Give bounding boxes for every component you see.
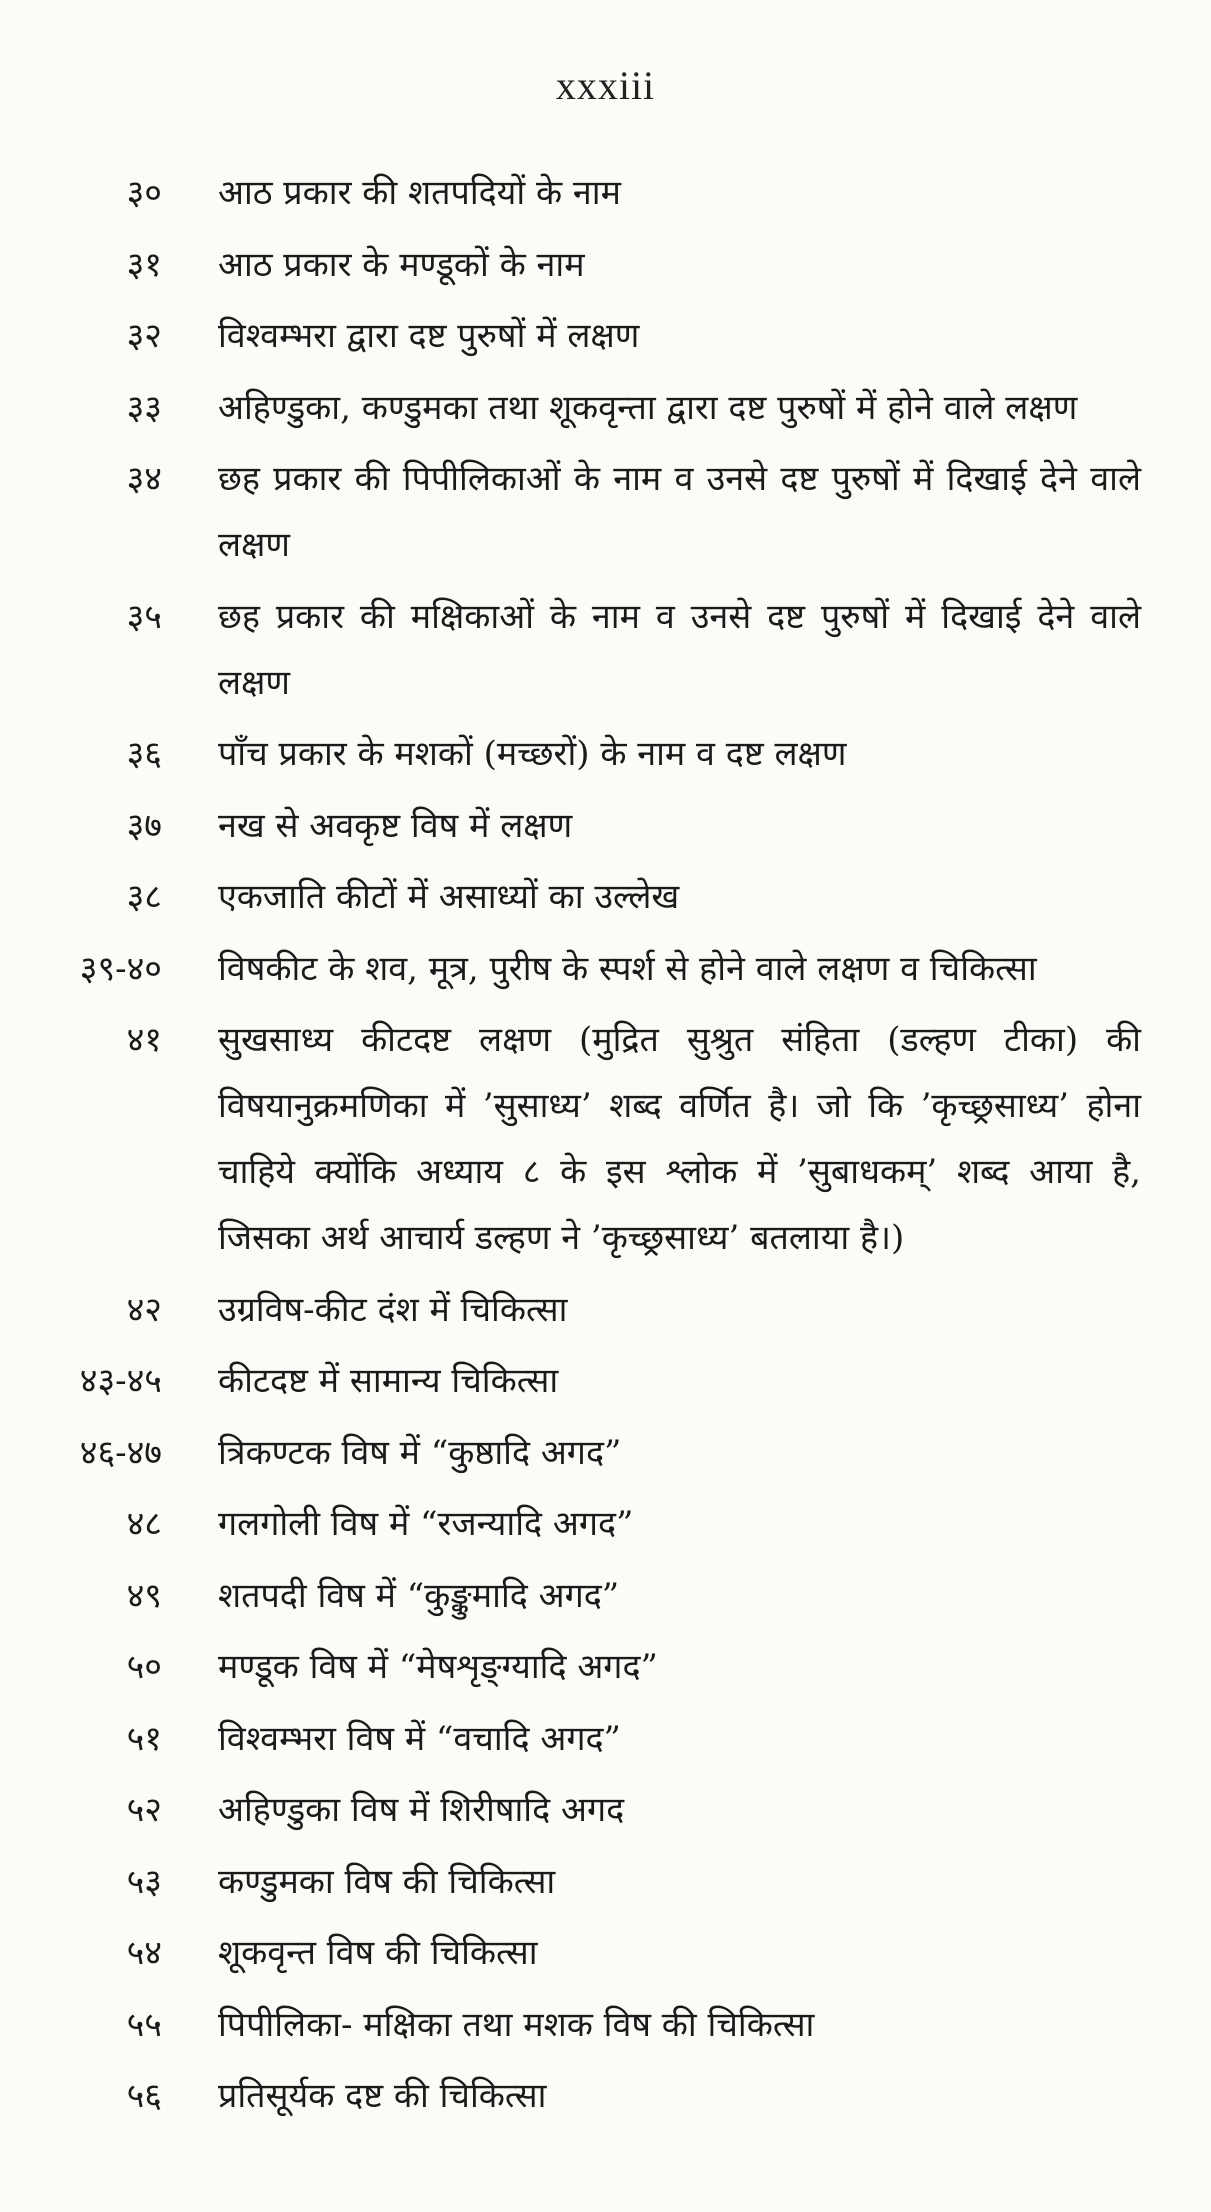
contents-entry: [0, 1920, 1211, 1986]
entry-title: आठ प्रकार की शतपदियों के नाम: [218, 173, 621, 213]
entry-number: ३९-४०: [79, 948, 162, 989]
contents-entry: [0, 721, 1211, 787]
entry-title: अहिण्डुका, कण्डुमका तथा शूकवृन्ता द्वारा दष्ट पुरुषों में होने वाले लक्षण: [218, 387, 1078, 428]
contents-entry: [0, 1634, 1211, 1700]
contents-entry: [0, 936, 1211, 1002]
entry-number: ५३: [126, 1861, 162, 1902]
contents-entry: [0, 1777, 1211, 1843]
entry-title: प्रतिसूर्यक दष्ट की चिकित्सा: [218, 2076, 547, 2116]
contents-entry: [0, 446, 1211, 578]
entry-number: ४१: [126, 1020, 162, 1060]
entry-title: गलगोली विष में “रजन्यादि अगद”: [218, 1504, 634, 1544]
entry-title: सुखसाध्य कीटदष्ट लक्षण (मुद्रित सुश्रुत संहिता (डल्हण टीका) की विषयानुक्रमणिका में ’सुसाध्य’ शब्द वर्णित है। जो कि ’कृच्छ्रसाध्य’ होना चाहिये क्योंकि अध्याय ८ के इस श्लोक में ’सुबाधकम्’ शब्द आया है, जिसका अर्थ आचार्य डल्हण ने ’कृच्छ्रसाध्य’ बतलाया है।): [218, 1020, 1141, 1258]
entry-number: ४२: [126, 1289, 162, 1330]
contents-entry: [0, 232, 1211, 298]
contents-entry: [0, 1491, 1211, 1557]
contents-entry: [0, 1420, 1211, 1486]
entry-number: ३१: [126, 244, 162, 285]
entry-title: एकजाति कीटों में असाध्यों का उल्लेख: [218, 877, 680, 917]
entry-title: शतपदी विष में “कुङ्कुमादि अगद”: [218, 1575, 620, 1616]
contents-entry: [0, 864, 1211, 930]
contents-entry: [0, 1849, 1211, 1915]
entry-title: कण्डुमका विष की चिकित्सा: [218, 1861, 556, 1902]
entry-number: ३०: [126, 173, 162, 213]
contents-entry: [0, 1563, 1211, 1629]
entry-number: ३४: [126, 459, 162, 499]
entry-title: छह प्रकार की मक्षिकाओं के नाम व उनसे दष्ट पुरुषों में दिखाई देने वाले लक्षण: [218, 596, 1141, 703]
entry-title: आठ प्रकार के मण्डूकों के नाम: [218, 244, 585, 285]
entry-number: ४६-४७: [79, 1432, 162, 1473]
contents-entry: [0, 375, 1211, 441]
contents-entry: [0, 1992, 1211, 2058]
entry-number: ४३-४५: [79, 1361, 162, 1401]
entry-number: ४८: [126, 1504, 162, 1544]
entry-number: ३६: [126, 734, 162, 774]
entry-title: पिपीलिका- मक्षिका तथा मशक विष की चिकित्सा: [218, 2004, 815, 2045]
entry-number: ५१: [126, 1718, 162, 1759]
entry-title: विषकीट के शव, मूत्र, पुरीष के स्पर्श से होने वाले लक्षण व चिकित्सा: [218, 948, 1037, 989]
contents-entry: [0, 584, 1211, 716]
contents-entry: [0, 303, 1211, 369]
entry-title: उग्रविष-कीट दंश में चिकित्सा: [218, 1289, 568, 1330]
entry-title: त्रिकण्टक विष में “कुष्ठादि अगद”: [218, 1432, 622, 1473]
contents-entry: [0, 1348, 1211, 1414]
contents-list: [0, 160, 1211, 2135]
contents-entry: [0, 1277, 1211, 1343]
entry-title: शूकवृन्त विष की चिकित्सा: [218, 1933, 538, 1973]
entry-number: ४९: [126, 1575, 162, 1616]
contents-entry: [0, 793, 1211, 859]
entry-number: ५६: [126, 2076, 162, 2116]
contents-entry: [0, 1007, 1211, 1271]
contents-entry: [0, 160, 1211, 226]
contents-entry: [0, 2063, 1211, 2129]
entry-title: नख से अवकृष्ट विष में लक्षण: [218, 805, 573, 846]
entry-number: ३२: [126, 316, 162, 356]
entry-title: विश्वम्भरा द्वारा दष्ट पुरुषों में लक्षण: [218, 316, 640, 356]
entry-title: छह प्रकार की पिपीलिकाओं के नाम व उनसे दष्ट पुरुषों में दिखाई देने वाले लक्षण: [218, 459, 1141, 565]
entry-number: ३३: [126, 387, 162, 428]
entry-title: विश्वम्भरा विष में “वचादि अगद”: [218, 1718, 621, 1759]
entry-number: ३५: [126, 596, 162, 637]
entry-number: ५०: [126, 1647, 162, 1687]
entry-number: ३८: [126, 877, 162, 917]
page-number: xxxiii: [555, 63, 656, 108]
entry-number: ३७: [126, 805, 162, 846]
entry-number: ५२: [126, 1790, 162, 1830]
entry-number: ५५: [126, 2004, 162, 2045]
entry-title: कीटदष्ट में सामान्य चिकित्सा: [218, 1361, 559, 1401]
entry-title: अहिण्डुका विष में शिरीषादि अगद: [218, 1790, 625, 1830]
entry-title: मण्डूक विष में “मेषशृङ्ग्यादि अगद”: [218, 1647, 658, 1687]
entry-title: पाँच प्रकार के मशकों (मच्छरों) के नाम व दष्ट लक्षण: [218, 734, 847, 774]
contents-entry: [0, 1706, 1211, 1772]
entry-number: ५४: [126, 1933, 162, 1973]
